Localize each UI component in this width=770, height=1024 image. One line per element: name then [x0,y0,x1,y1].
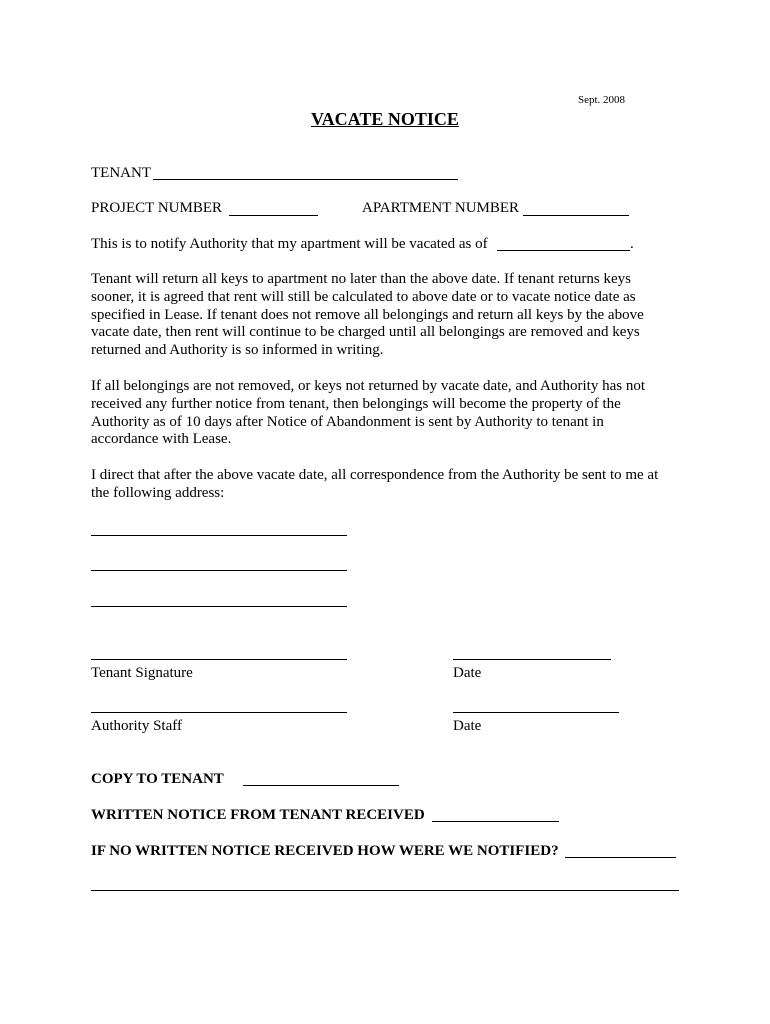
tenant-signature-label: Tenant Signature [91,665,193,681]
notify-period: . [630,236,634,252]
tenant-label: TENANT [91,165,151,181]
keys-paragraph [91,271,681,360]
vacate-date-line[interactable] [497,250,630,251]
no-notice-line[interactable] [565,857,676,858]
keys-line: specified in Lease. If tenant does not remove all belongings and return all keys by the above [91,306,644,323]
project-number-line[interactable] [229,215,318,216]
tenant-date-label: Date [453,665,482,681]
page-title: VACATE NOTICE [311,109,459,129]
apartment-number-label: APARTMENT NUMBER [362,200,520,216]
staff-signature-line[interactable] [91,712,347,713]
belongings-paragraph [91,378,681,449]
written-notice-line[interactable] [432,821,559,822]
staff-date-line[interactable] [453,712,619,713]
staff-label: Authority Staff [91,718,182,734]
belongings-line: received any further notice from tenant, then belongings will become the property of the [91,395,621,412]
tenant-name-line[interactable] [153,179,458,180]
address-paragraph [91,467,681,503]
keys-line: returned and Authority is so informed in writing. [91,342,384,359]
address-line: I direct that after the above vacate date, all correspondence from the Authority be sent to me at [91,467,659,483]
keys-line: sooner, it is agreed that rent will still be calculated to above date or to vacate notice date as [91,288,636,305]
form-date: Sept. 2008 [578,94,626,106]
written-notice-label: WRITTEN NOTICE FROM TENANT RECEIVED [91,807,425,823]
address-line: the following address: [91,484,225,501]
tenant-signature-line[interactable] [91,659,347,660]
apartment-number-line[interactable] [523,215,629,216]
address-line-2[interactable] [91,570,347,571]
no-notice-label: IF NO WRITTEN NOTICE RECEIVED HOW WERE WE NOTIFIED? [91,843,559,859]
copy-to-tenant-label: COPY TO TENANT [91,771,224,787]
tenant-date-line[interactable] [453,659,611,660]
address-line-3[interactable] [91,606,347,607]
belongings-line: accordance with Lease. [91,431,232,448]
notification-method-line[interactable] [91,890,679,891]
notify-text: This is to notify Authority that my apartment will be vacated as of [91,236,488,252]
project-number-label: PROJECT NUMBER [91,200,223,216]
keys-line: Tenant will return all keys to apartment no later than the above date. If tenant returns keys [91,271,632,287]
copy-to-tenant-line[interactable] [243,785,399,786]
staff-date-label: Date [453,718,482,734]
keys-line: vacate date, then rent will continue to be charged until all belongings are removed and keys [91,324,640,341]
belongings-line: Authority as of 10 days after Notice of Abandonment is sent by Authority to tenant in [91,413,604,430]
belongings-line: If all belongings are not removed, or keys not returned by vacate date, and Authority has not [91,378,646,394]
address-line-1[interactable] [91,535,347,536]
